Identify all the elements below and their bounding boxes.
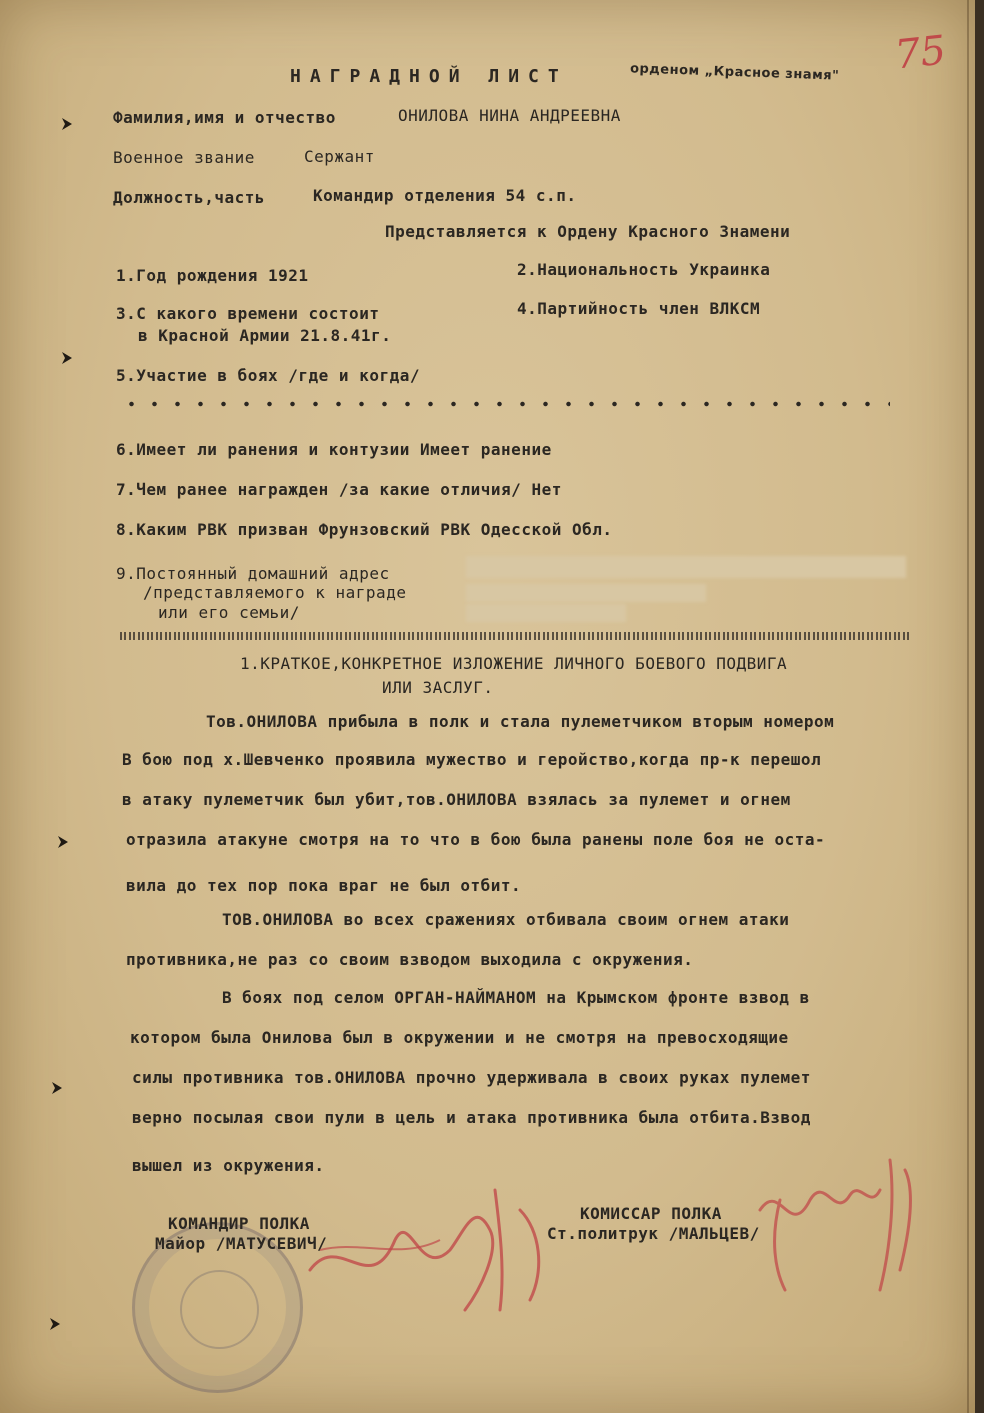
body-line: верно посылая свои пули в цель и атака противника была отбита.Взвод (132, 1108, 811, 1127)
rank-label: Военное звание (113, 148, 255, 167)
section-heading-line2: ИЛИ ЗАСЛУГ. (382, 678, 494, 697)
body-line: в атаку пулеметчик был убит,тов.ОНИЛОВА взялась за пулемет и огнем (122, 790, 791, 809)
commander-title: КОМАНДИР ПОЛКА (168, 1214, 310, 1233)
army-since-line1: 3.С какого времени состоит (116, 304, 380, 323)
commander-name: Майор /МАТУСЕВИЧ/ (155, 1234, 328, 1253)
birth-year: 1.Год рождения 1921 (116, 266, 309, 285)
body-line: отразила атакуне смотря на то что в бою была ранены поле боя не оста- (126, 830, 826, 849)
previous-awards: 7.Чем ранее награжден /за какие отличия/ Нет (116, 480, 562, 499)
margin-mark (62, 352, 72, 364)
margin-mark (58, 836, 68, 848)
paper-edge-shadow (967, 0, 969, 1413)
body-line: В боях под селом ОРГАН-НАЙМАНОМ на Крымском фронте взвод в (222, 988, 810, 1007)
body-line: вышел из окружения. (132, 1156, 325, 1175)
address-line1: 9.Постоянный домашний адрес (116, 564, 390, 583)
address-line3: или его семьи/ (158, 603, 300, 622)
margin-mark (62, 118, 72, 130)
nationality: 2.Национальность Украинка (517, 260, 771, 279)
commissar-signature (740, 1150, 940, 1300)
body-line: противника,не раз со своим взводом выходила с окружения. (126, 950, 694, 969)
margin-mark (52, 1082, 62, 1094)
stamp-center (180, 1270, 259, 1349)
presented-for: Представляется к Ордену Красного Знамени (385, 222, 791, 241)
redacted-address (466, 584, 706, 602)
position-value: Командир отделения 54 с.п. (313, 186, 577, 205)
body-line: В бою под х.Шевченко проявила мужество и геройство,когда пр-к перешол (122, 750, 822, 769)
commissar-name: Ст.политрук /МАЛЬЦЕВ/ (547, 1224, 760, 1243)
body-line: силы противника тов.ОНИЛОВА прочно удерживала в своих руках пулемет (132, 1068, 811, 1087)
margin-mark (50, 1318, 60, 1330)
address-line2: /представляемого к награде (143, 583, 407, 602)
body-line: вила до тех пор пока враг не был отбит. (126, 876, 522, 895)
redacted-address (466, 604, 626, 622)
section-separator (120, 632, 912, 640)
commissar-title: КОМИССАР ПОЛКА (580, 1204, 722, 1223)
document-title: НАГРАДНОЙ ЛИСТ (290, 66, 568, 87)
name-value: ОНИЛОВА НИНА АНДРЕЕВНА (398, 106, 621, 125)
army-since-line2: в Красной Армии 21.8.41г. (138, 326, 392, 345)
rank-value: Сержант (304, 147, 375, 166)
scan-border (975, 0, 984, 1413)
page-number: 75 (892, 27, 949, 79)
redacted-address (466, 556, 906, 578)
award-handwritten-note: орденом „Красное знамя" (629, 61, 840, 84)
name-label: Фамилия,имя и отчество (113, 108, 336, 127)
dotted-separator (120, 398, 890, 410)
wounds: 6.Имеет ли ранения и контузии Имеет ранение (116, 440, 552, 459)
rvk: 8.Каким РВК призван Фрунзовский РВК Одесской Обл. (116, 520, 613, 539)
position-label: Должность,часть (113, 188, 265, 207)
section-heading-line1: 1.КРАТКОЕ,КОНКРЕТНОЕ ИЗЛОЖЕНИЕ ЛИЧНОГО БОЕВОГО ПОДВИГА (240, 654, 788, 673)
party: 4.Партийность член ВЛКСМ (517, 299, 761, 318)
body-line: ТОВ.ОНИЛОВА во всех сражениях отбивала своим огнем атаки (222, 910, 790, 929)
body-line: Тов.ОНИЛОВА прибыла в полк и стала пулеметчиком вторым номером (206, 712, 835, 731)
battles: 5.Участие в боях /где и когда/ (116, 366, 420, 385)
commander-signature (300, 1170, 560, 1320)
body-line: котором была Онилова был в окружении и не смотря на превосходящие (130, 1028, 789, 1047)
